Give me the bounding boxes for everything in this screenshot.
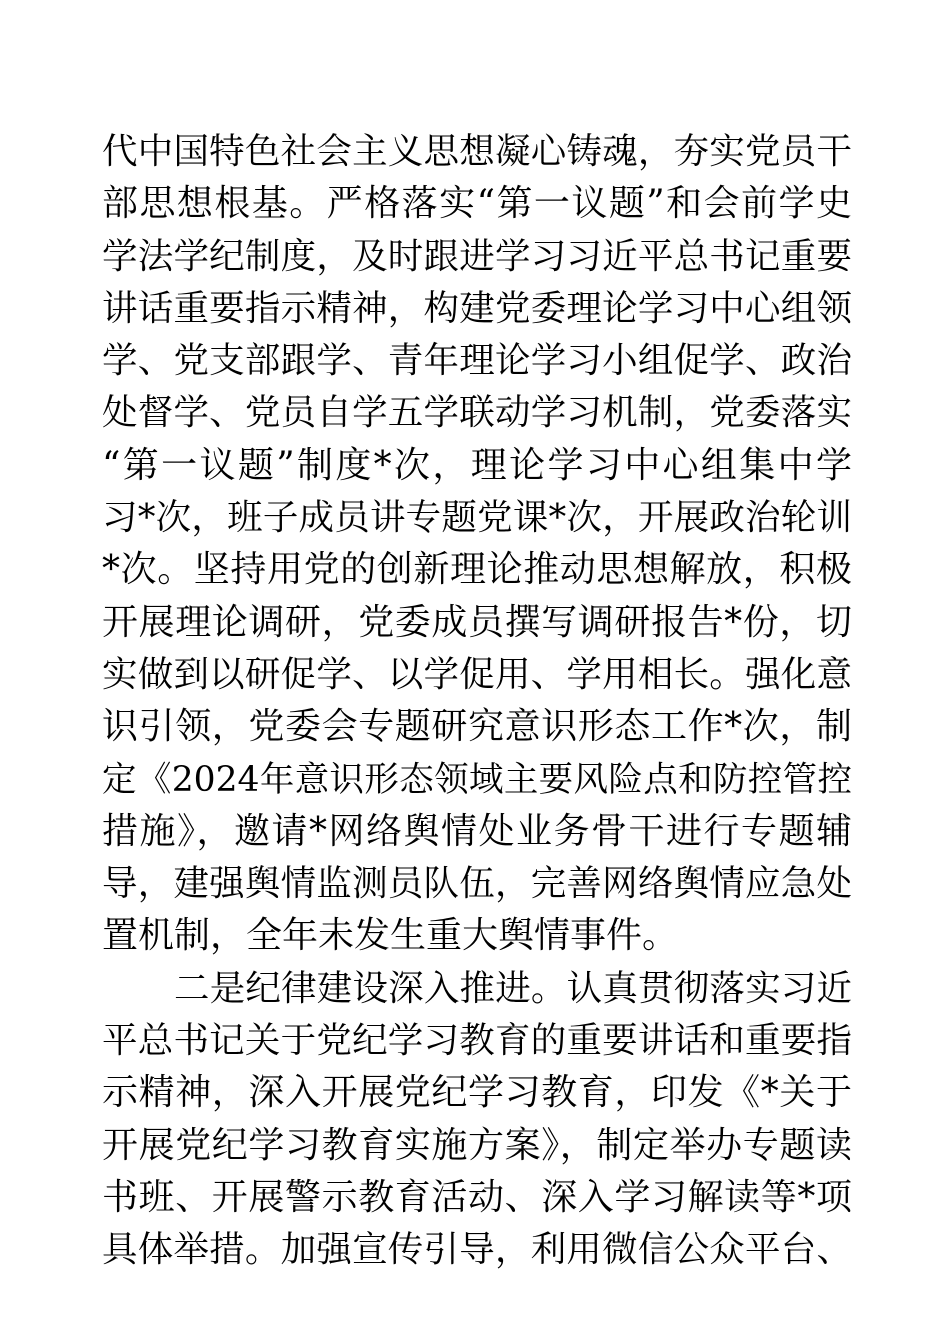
text-line: 讲话重要指示精神，构建党委理论学习中心组领 xyxy=(102,287,852,329)
text-line: 处督学、党员自学五学联动学习机制，党委落实 xyxy=(102,392,852,434)
text-line: 平总书记关于党纪学习教育的重要讲话和重要指 xyxy=(102,1020,852,1062)
text-line: 实做到以研促学、以学促用、学用相长。强化意 xyxy=(102,653,852,695)
text-line: 定《2024年意识形态领域主要风险点和防控管控 xyxy=(102,759,852,800)
text-line: *次。坚持用党的创新理论推动思想解放，积极 xyxy=(102,549,852,591)
text-line: 开展党纪学习教育实施方案》，制定举办专题读 xyxy=(102,1124,852,1166)
text-line: 习*次，班子成员讲专题党课*次，开展政治轮训 xyxy=(102,497,852,539)
text-line: 具体举措。加强宣传引导，利用微信公众平台、 xyxy=(102,1229,852,1271)
text-line: 部思想根基。严格落实“第一议题”和会前学史 xyxy=(102,183,852,225)
text-line: 导，建强舆情监测员队伍，完善网络舆情应急处 xyxy=(102,863,852,905)
paragraph-start-line: 二是纪律建设深入推进。认真贯彻落实习近 xyxy=(174,967,852,1009)
text-line: 书班、开展警示教育活动、深入学习解读等*项 xyxy=(102,1176,852,1218)
text-line: 措施》，邀请*网络舆情处业务骨干进行专题辅 xyxy=(102,810,852,852)
paragraph-end-line: 置机制，全年未发生重大舆情事件。 xyxy=(102,915,679,957)
text-line: 学法学纪制度，及时跟进学习习近平总书记重要 xyxy=(102,235,852,277)
text-line: 开展理论调研，党委成员撰写调研报告*份，切 xyxy=(102,601,852,643)
text-line: 识引领，党委会专题研究意识形态工作*次，制 xyxy=(102,706,852,748)
text-line: “第一议题”制度*次，理论学习中心组集中学 xyxy=(102,444,852,486)
text-line: 示精神，深入开展党纪学习教育，印发《*关于 xyxy=(102,1072,852,1114)
body-text xyxy=(102,126,852,1277)
text-line: 代中国特色社会主义思想凝心铸魂，夯实党员干 xyxy=(102,131,852,172)
text-line: 学、党支部跟学、青年理论学习小组促学、政治 xyxy=(102,340,852,382)
